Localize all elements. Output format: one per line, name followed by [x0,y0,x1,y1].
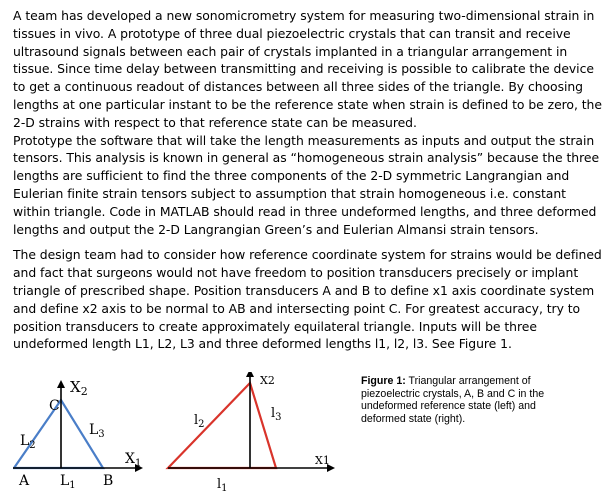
paragraph-gap [13,238,605,246]
point-c-label: C [49,398,60,414]
deformed-triangle [168,383,276,468]
side-l3-label: $L_3$ [89,422,105,440]
side-small-l2-label: $l_2$ [194,413,205,430]
task-paragraph: Prototype the software that will take the length measurements as inputs and output the strain tensors. This analysis is known in general as “homogeneous strain analysis” because the three lengths are sufficient to find the three components of the 2-D symmetric Langrangian and Eulerian finite strain tensors subject to assumption that strain homogeneous i.e. constant within triangle. Code in MATLAB should read in three undeformed lengths, and three deformed lengths and output the 2-D Langrangian Green’s and Eulerian Almansi strain tensors. [13,132,600,237]
x1-label-right: X1 [315,454,330,467]
caption-text: Triangular arrangement of piezoelectric crystals, A, B and C in the undeformed reference state (left) and deformed state (right). [361,375,545,425]
side-l1-label: $L_1$ [60,473,76,491]
side-small-l3-label: $l_3$ [271,406,282,423]
x2-label-right: X2 [260,374,275,387]
document-body [13,7,605,353]
intro-paragraph: A team has developed a new sonomicrometry system for measuring two-dimensional strain in tissues in vivo. A prototype of three dual piezoelectric crystals that can transit and receive ultrasound signals between each pair of crystals implanted in a triangular arrangement in tissue. Since time delay between transmitting and receiving is possible to calibrate the device to get a continuous readout of distances between all three sides of the triangle. By choosing lengths at one particular instant to be the reference state when strain is defined to be zero, the 2-D strains with respect to that reference state can be measured. [13,8,602,130]
caption-label: Figure 1: [361,375,406,387]
side-small-l1-label: $l_1$ [217,477,228,494]
figure-diagram [13,372,358,498]
figure-1 [13,372,605,498]
side-l2-label: $L_2$ [20,433,36,451]
x2-label-left: $X_2$ [70,378,88,398]
x1-label-left: $X_1$ [125,451,142,469]
undeformed-triangle-group [13,378,141,491]
point-a-label: A [19,473,30,489]
point-b-label: B [103,473,114,489]
deformed-triangle-group [168,373,331,494]
figure-caption [361,375,561,425]
design-paragraph: The design team had to consider how reference coordinate system for strains would be defined and fact that surgeons would not have freedom to position transducers precisely or implant triangle of prescribed shape. Position transducers A and B to define x1 axis coordinate system and define x2 axis to be normal to AB and intersecting point C. For greatest accuracy, try to position transducers to create approximately equilateral triangle. Inputs will be three undeformed length L1, L2, L3 and three deformed lengths l1, l2, l3. See Figure 1. [13,247,602,352]
